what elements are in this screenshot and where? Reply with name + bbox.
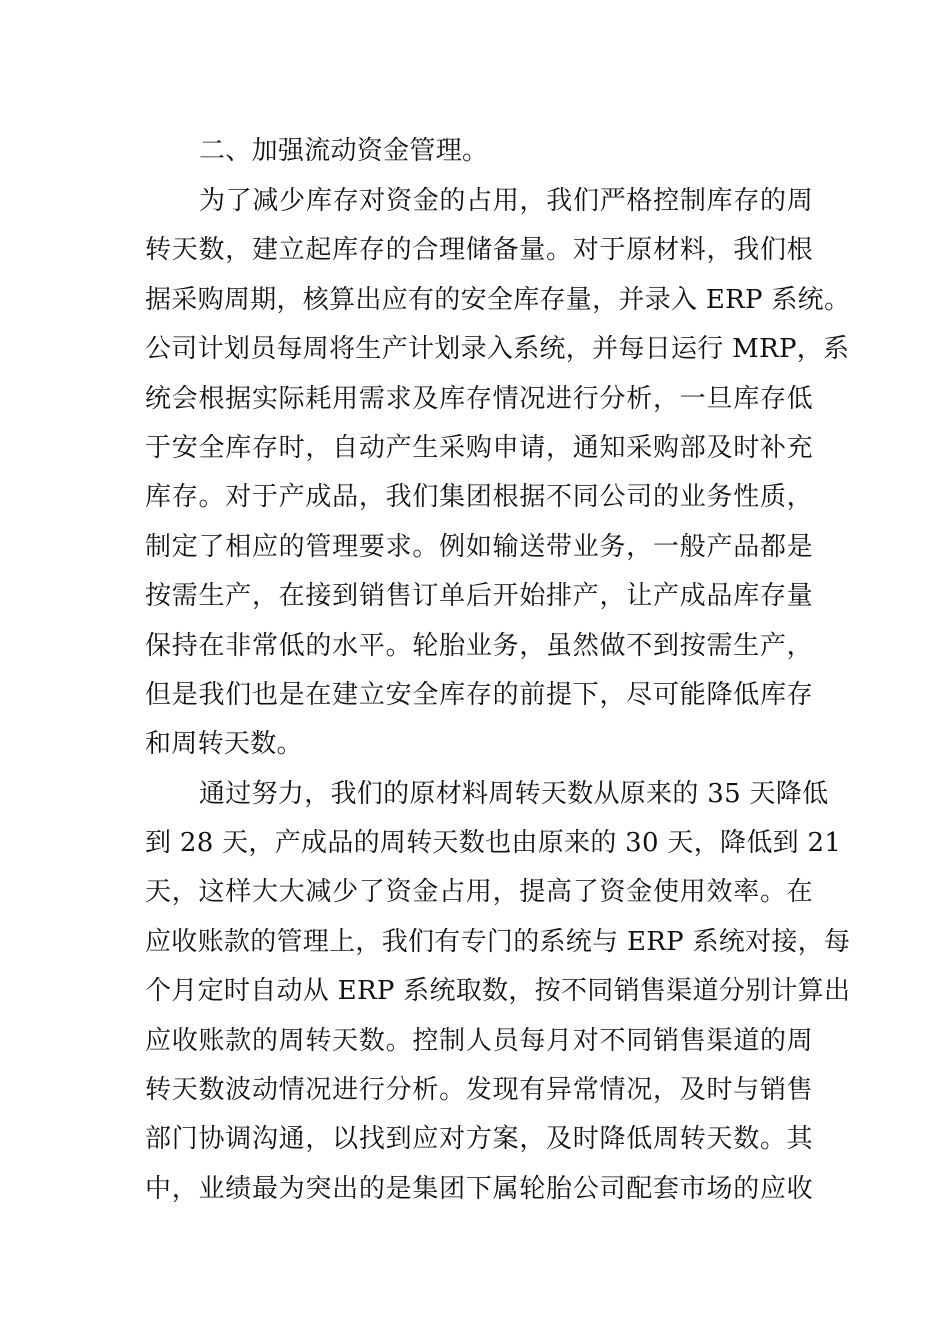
paragraph-1-line-8: 制定了相应的管理要求。例如输送带业务，一般产品都是: [145, 531, 813, 562]
paragraph-2-line-8: 部门协调沟通，以找到应对方案，及时降低周转天数。其: [145, 1124, 813, 1155]
paragraph-2-line-1: 通过努力，我们的原材料周转天数从原来的 35 天降低: [199, 778, 829, 809]
paragraph-1-line-3: 据采购周期，核算出应有的安全库存量，并录入 ERP 系统。: [145, 284, 851, 315]
paragraph-2-line-5: 个月定时自动从 ERP 系统取数，按不同销售渠道分别计算出: [145, 976, 851, 1007]
paragraph-2-line-9: 中，业绩最为突出的是集团下属轮胎公司配套市场的应收: [145, 1173, 813, 1204]
paragraph-1-line-12: 和周转天数。: [145, 729, 303, 760]
paragraph-2-line-2: 到 28 天，产成品的周转天数也由原来的 30 天，降低到 21: [145, 828, 842, 859]
paragraph-1-line-4: 公司计划员每周将生产计划录入系统，并每日运行 MRP，系: [145, 334, 850, 365]
paragraph-1-line-10: 保持在非常低的水平。轮胎业务，虽然做不到按需生产，: [145, 630, 813, 661]
paragraph-2-line-3: 天，这样大大减少了资金占用，提高了资金使用效率。在: [145, 877, 813, 908]
paragraph-1-line-11: 但是我们也是在建立安全库存的前提下，尽可能降低库存: [145, 679, 813, 710]
section-heading-block: [145, 127, 813, 176]
paragraph-1-line-1: 为了减少库存对资金的占用，我们严格控制库存的周: [199, 186, 813, 216]
paragraph-2-line-4: 应收账款的管理上，我们有专门的系统与 ERP 系统对接，每: [145, 926, 851, 957]
paragraph-1-line-7: 库存。对于产成品，我们集团根据不同公司的业务性质，: [145, 482, 813, 513]
section-heading: 二、加强流动资金管理。: [199, 136, 489, 166]
paragraph-2-line-7: 转天数波动情况进行分析。发现有异常情况，及时与销售: [145, 1075, 813, 1106]
paragraph-1-line-2: 转天数，建立起库存的合理储备量。对于原材料，我们根: [145, 235, 813, 266]
body-text: [145, 177, 851, 1214]
paragraph-1-line-6: 于安全库存时，自动产生采购申请，通知采购部及时补充: [145, 432, 813, 463]
paragraph-1-line-5: 统会根据实际耗用需求及库存情况进行分析，一旦库存低: [145, 383, 813, 414]
paragraph-1-line-9: 按需生产，在接到销售订单后开始排产，让产成品库存量: [145, 581, 813, 612]
paragraph-2-line-6: 应收账款的周转天数。控制人员每月对不同销售渠道的周: [145, 1025, 813, 1056]
